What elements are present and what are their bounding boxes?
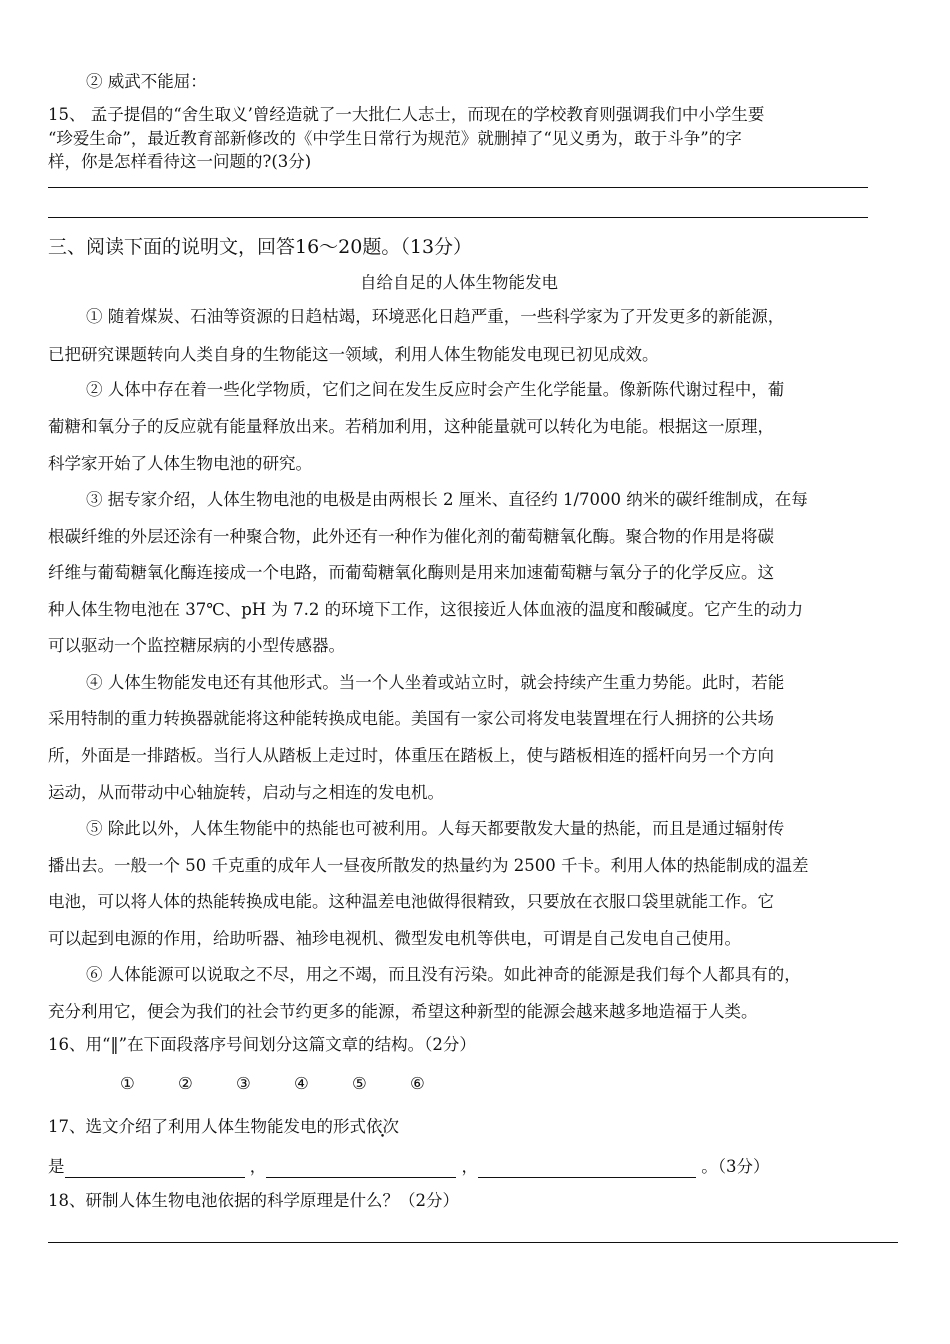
q16-text: 16、用“‖”在下面段落序号间划分这篇文章的结构。（2分） <box>48 1035 476 1054</box>
q16-option: ④ <box>294 1074 309 1093</box>
q15-answer-line-2[interactable] <box>48 217 868 218</box>
q16-option: ③ <box>236 1074 251 1093</box>
q17-sep-2: ， <box>461 1157 478 1176</box>
article-p4-line-4: 运动，从而带动中心轴旋转，启动与之相连的发电机。 <box>48 783 444 802</box>
q17-sep-1: ， <box>249 1157 267 1176</box>
article-p4-line-2: 采用特制的重力转换器就能将这种能转换成电能。美国有一家公司将发电装置埋在行人拥挤的公共场 <box>48 709 774 728</box>
article-p6-line-2: 充分利用它，便会为我们的社会节约更多的能源，希望这种新型的能源会越来越多地造福于人类。 <box>48 1002 758 1021</box>
q17-prefix: 是 <box>48 1157 65 1176</box>
q14-item-2: ② 威武不能屈： <box>86 72 207 91</box>
article-p3-line-4: 种人体生物电池在 37℃、pH 为 7.2 的环境下工作，这很接近人体血液的温度和酸碱度。它产生的动力 <box>48 600 804 619</box>
article-p6-line-1: ⑥ 人体能源可以说取之不尽，用之不竭，而且没有污染。如此神奇的能源是我们每个人都具有的， <box>86 965 801 984</box>
article-p3-line-1: ③ 据专家介绍，人体生物电池的电极是由两根长 2 厘米、直径约 1/7000 纳米的碳纤维制成，在每 <box>86 490 808 509</box>
section-3-heading: 三、阅读下面的说明文，回答16～20题。（13分） <box>48 236 473 258</box>
article-p5-line-3: 电池，可以将人体的热能转换成电能。这种温差电池做得很精致，只要放在衣服口袋里就能工作。它 <box>48 892 774 911</box>
q15-line-2: “珍爱生命”，最近教育部新修改的《中学生日常行为规范》就删掉了“见义勇为，敢于斗争”的字 <box>48 129 742 148</box>
q15-line-3: 样，你是怎样看待这一问题的?(3分) <box>48 152 312 171</box>
article-title: 自给自足的人体生物能发电 <box>360 273 558 292</box>
q17-blank-1[interactable] <box>65 1159 245 1178</box>
article-p2-line-1: ② 人体中存在着一些化学物质，它们之间在发生反应时会产生化学能量。像新陈代谢过程中，葡 <box>86 380 785 399</box>
q16-option: ⑤ <box>352 1074 367 1093</box>
q15-answer-line-1[interactable] <box>48 187 868 188</box>
article-p3-line-5: 可以驱动一个监控糖尿病的小型传感器。 <box>48 636 345 655</box>
article-p2-line-2: 葡糖和氧分子的反应就有能量释放出来。若稍加利用，这种能量就可以转化为电能。根据这一原理， <box>48 417 774 436</box>
q17-text-emphasis: 依次 <box>366 1117 399 1136</box>
q17-answer-row <box>48 1156 770 1178</box>
q16-paragraph-numbers[interactable] <box>120 1073 468 1095</box>
article-p3-line-2: 根碳纤维的外层还涂有一种聚合物，此外还有一种作为催化剂的葡萄糖氧化酶。聚合物的作用是将碳 <box>48 527 774 546</box>
article-p4-line-3: 所，外面是一排踏板。当行人从踏板上走过时，体重压在踏板上，使与踏板相连的摇杆向另一个方向 <box>48 746 774 765</box>
article-p1-line-1: ① 随着煤炭、石油等资源的日趋枯竭，环境恶化日趋严重，一些科学家为了开发更多的新能源， <box>86 307 785 326</box>
q17-blank-2[interactable] <box>266 1159 456 1178</box>
article-p5-line-2: 播出去。一般一个 50 千克重的成年人一昼夜所散发的热量约为 2500 千卡。利用人体的热能制成的温差 <box>48 856 809 875</box>
article-p2-line-3: 科学家开始了人体生物电池的研究。 <box>48 454 312 473</box>
article-p5-line-1: ⑤ 除此以外，人体生物能中的热能也可被利用。人每天都要散发大量的热能，而且是通过辐射传 <box>86 819 785 838</box>
q18-answer-line[interactable] <box>48 1242 898 1243</box>
article-p4-line-1: ④ 人体生物能发电还有其他形式。当一个人坐着或站立时，就会持续产生重力势能。此时，若能 <box>86 673 785 692</box>
q17-text <box>48 1116 399 1138</box>
article-p5-line-4: 可以起到电源的作用，给助听器、袖珍电视机、微型发电机等供电，可谓是自己发电自己使用。 <box>48 929 741 948</box>
q17-end: 。（3分） <box>701 1157 770 1176</box>
article-p3-line-3: 纤维与葡萄糖氧化酶连接成一个电路，而葡萄糖氧化酶则是用来加速葡萄糖与氧分子的化学反应。这 <box>48 563 774 582</box>
q17-blank-3[interactable] <box>478 1159 696 1178</box>
q17-text-main: 17、选文介绍了利用人体生物能发电的形式 <box>48 1117 366 1136</box>
q16-option: ② <box>178 1074 193 1093</box>
q18-text: 18、研制人体生物电池依据的科学原理是什么？（2分） <box>48 1191 459 1210</box>
article-p1-line-2: 已把研究课题转向人类自身的生物能这一领域，利用人体生物能发电现已初见成效。 <box>48 345 659 364</box>
q16-option: ① <box>120 1074 135 1093</box>
q15-line-1: 15、 孟子提倡的“舍生取义’曾经造就了一大批仁人志士，而现在的学校教育则强调我们中小学生要 <box>48 105 765 124</box>
q16-option: ⑥ <box>410 1074 425 1093</box>
